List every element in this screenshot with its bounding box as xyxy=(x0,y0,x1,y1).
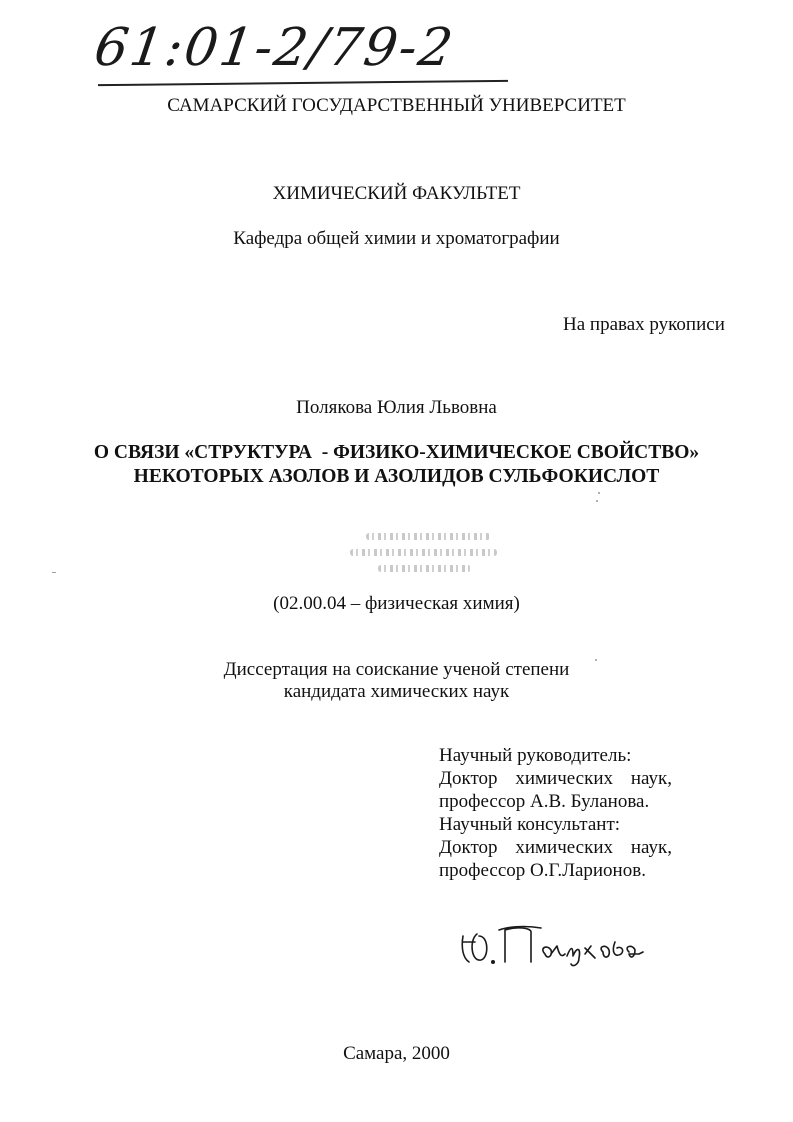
library-stamp xyxy=(350,528,505,578)
archive-code-handwritten: 61:01-2/79-2 xyxy=(90,18,459,78)
degree-line-1: Диссертация на соискание ученой степени xyxy=(223,659,570,680)
archive-code-underline xyxy=(98,80,508,86)
supervisors-block xyxy=(439,744,672,882)
manuscript-rights: На правах рукописи xyxy=(563,314,725,335)
scan-speck xyxy=(596,500,598,502)
title-line-2: НЕКОТОРЫХ АЗОЛОВ И АЗОЛИДОВ СУЛЬФОКИСЛОТ xyxy=(133,466,660,487)
dissertation-title xyxy=(0,441,793,489)
university-name: САМАРСКИЙ ГОСУДАРСТВЕННЫЙ УНИВЕРСИТЕТ xyxy=(167,95,626,116)
dissertation-degree xyxy=(0,659,793,703)
supervisor-label: Научный руководитель: xyxy=(439,745,632,766)
faculty-name: ХИМИЧЕСКИЙ ФАКУЛЬТЕТ xyxy=(272,183,521,204)
title-line-1: О СВЯЗИ «СТРУКТУРА - ФИЗИКО-ХИМИЧЕСКОЕ СВОЙСТВО» xyxy=(93,442,700,463)
degree-line-2: кандидата химических наук xyxy=(283,681,510,702)
consultant-label: Научный консультант: xyxy=(439,814,621,835)
author-signature xyxy=(455,918,645,973)
consultant-degree: Доктор химических наук, xyxy=(439,837,672,858)
supervisor-degree: Доктор химических наук, xyxy=(439,768,672,789)
consultant-name: профессор О.Г.Ларионов. xyxy=(439,860,646,881)
specialty-code: (02.00.04 – физическая химия) xyxy=(273,593,520,614)
department-name: Кафедра общей химии и хроматографии xyxy=(233,228,560,249)
author-name: Полякова Юлия Львовна xyxy=(296,397,497,418)
supervisor-name: профессор А.В. Буланова. xyxy=(439,791,650,812)
scan-speck xyxy=(598,492,600,494)
place-and-year: Самара, 2000 xyxy=(343,1043,450,1064)
scan-speck xyxy=(52,572,56,573)
